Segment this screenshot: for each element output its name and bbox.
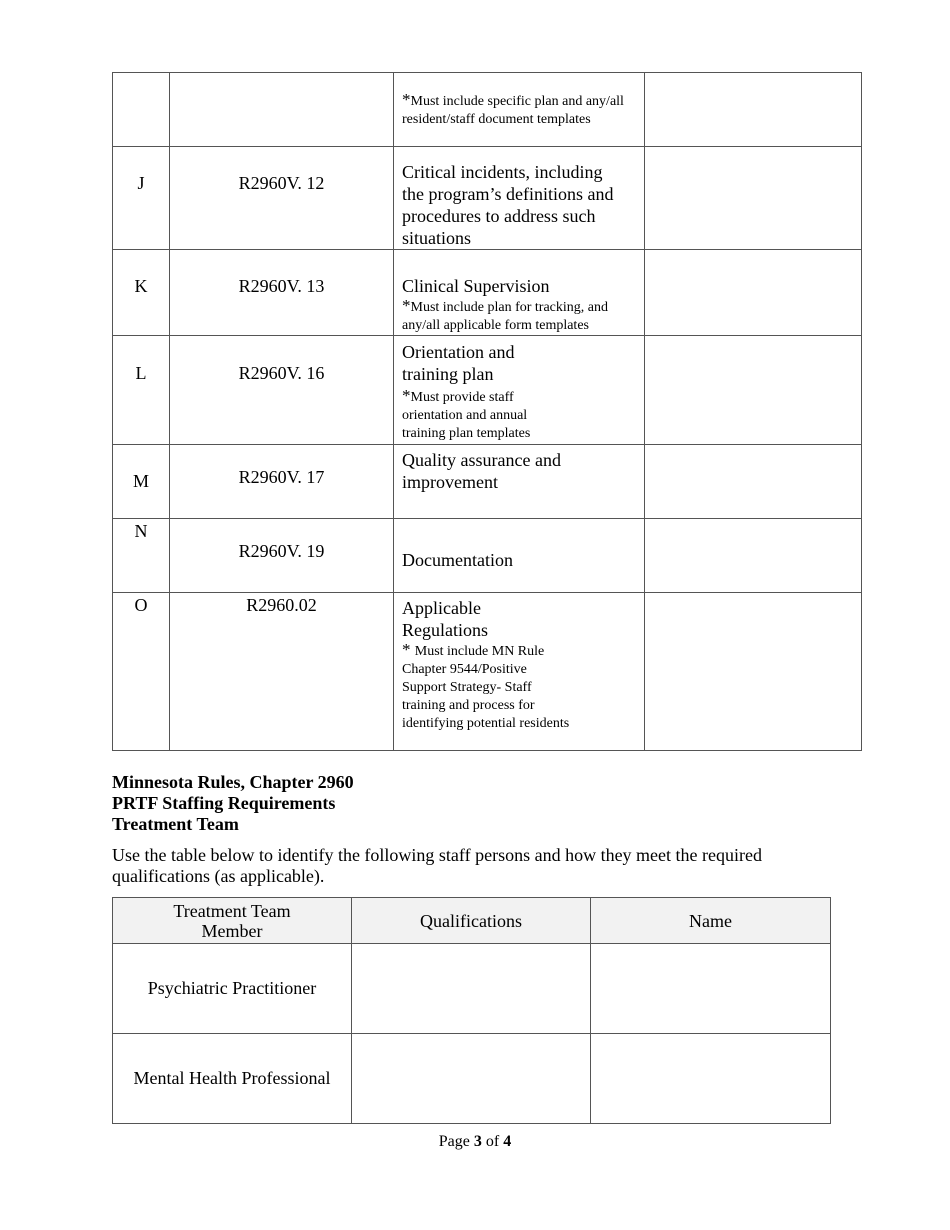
- name-cell[interactable]: [591, 944, 831, 1034]
- row-response: [645, 336, 862, 445]
- table-row: [113, 336, 862, 445]
- row-title: Orientation and training plan: [402, 342, 515, 384]
- table-header-row: [113, 898, 831, 944]
- staff-role: Psychiatric Practitioner: [113, 944, 352, 1034]
- row-letter: M: [132, 471, 149, 491]
- row-description: [394, 73, 645, 147]
- note-star: *: [402, 640, 415, 659]
- row-note: Must include MN Rule Chapter 9544/Positive Support Strategy- Staff training and process for identifying potential residents: [402, 644, 570, 731]
- row-letter: [113, 73, 170, 147]
- section-heading: [112, 772, 354, 835]
- row-title: Applicable Regulations: [402, 598, 488, 640]
- row-rule: [170, 73, 394, 147]
- page-word: Page: [438, 1133, 470, 1150]
- row-response: [645, 519, 862, 593]
- row-rule: R2960.02: [246, 595, 317, 615]
- of-word: of: [485, 1133, 500, 1150]
- row-letter: K: [134, 276, 148, 296]
- heading-rules-chapter: Minnesota Rules, Chapter 2960: [112, 772, 354, 792]
- header-treatment-team-member: Treatment Team Member: [113, 898, 352, 944]
- table-row: [113, 73, 862, 147]
- row-response: [645, 147, 862, 250]
- row-rule: R2960V. 16: [238, 363, 325, 383]
- row-note: Must include specific plan and any/all resident/staff document templates: [402, 94, 624, 127]
- qualifications-cell[interactable]: [352, 1034, 591, 1124]
- row-title: Quality assurance and improvement: [402, 450, 561, 492]
- row-response: [645, 593, 862, 751]
- row-title: Documentation: [402, 550, 513, 570]
- row-rule: R2960V. 12: [238, 173, 325, 193]
- table-row: [113, 1034, 831, 1124]
- row-title: Clinical Supervision: [402, 276, 550, 296]
- heading-treatment-team: Treatment Team: [112, 814, 239, 834]
- row-response: [645, 250, 862, 336]
- table-row: [113, 147, 862, 250]
- heading-staffing-requirements: PRTF Staffing Requirements: [112, 793, 336, 813]
- row-rule: R2960V. 17: [238, 467, 325, 487]
- header-name: Name: [591, 898, 831, 944]
- table-row: [113, 519, 862, 593]
- note-star: *: [402, 296, 411, 315]
- intro-paragraph: Use the table below to identify the following staff persons and how they meet the required qualifications (as applicable).: [112, 845, 762, 886]
- row-note: Must provide staff orientation and annual training plan templates: [402, 390, 531, 441]
- row-title: Critical incidents, including the program’s definitions and procedures to address such situations: [402, 162, 614, 248]
- staff-table: [112, 897, 831, 1124]
- row-response: [645, 73, 862, 147]
- note-star: *: [402, 90, 411, 109]
- table-row: [113, 445, 862, 519]
- row-letter: J: [137, 173, 145, 193]
- row-response: [645, 445, 862, 519]
- table-row: [113, 944, 831, 1034]
- page-total: 4: [503, 1133, 512, 1150]
- page-footer: [0, 1133, 950, 1151]
- note-star: *: [402, 386, 411, 405]
- row-letter: N: [134, 521, 148, 541]
- row-rule: R2960V. 19: [238, 541, 325, 561]
- qualifications-cell[interactable]: [352, 944, 591, 1034]
- table-row: [113, 250, 862, 336]
- checklist-table: [112, 72, 862, 751]
- row-letter: O: [134, 595, 148, 615]
- staff-role: Mental Health Professional: [113, 1034, 352, 1124]
- row-letter: L: [135, 363, 147, 383]
- table-row: [113, 593, 862, 751]
- header-qualifications: Qualifications: [352, 898, 591, 944]
- name-cell[interactable]: [591, 1034, 831, 1124]
- row-rule: R2960V. 13: [238, 276, 325, 296]
- row-note: Must include plan for tracking, and any/all applicable form templates: [402, 300, 609, 333]
- page-number: 3: [473, 1133, 482, 1150]
